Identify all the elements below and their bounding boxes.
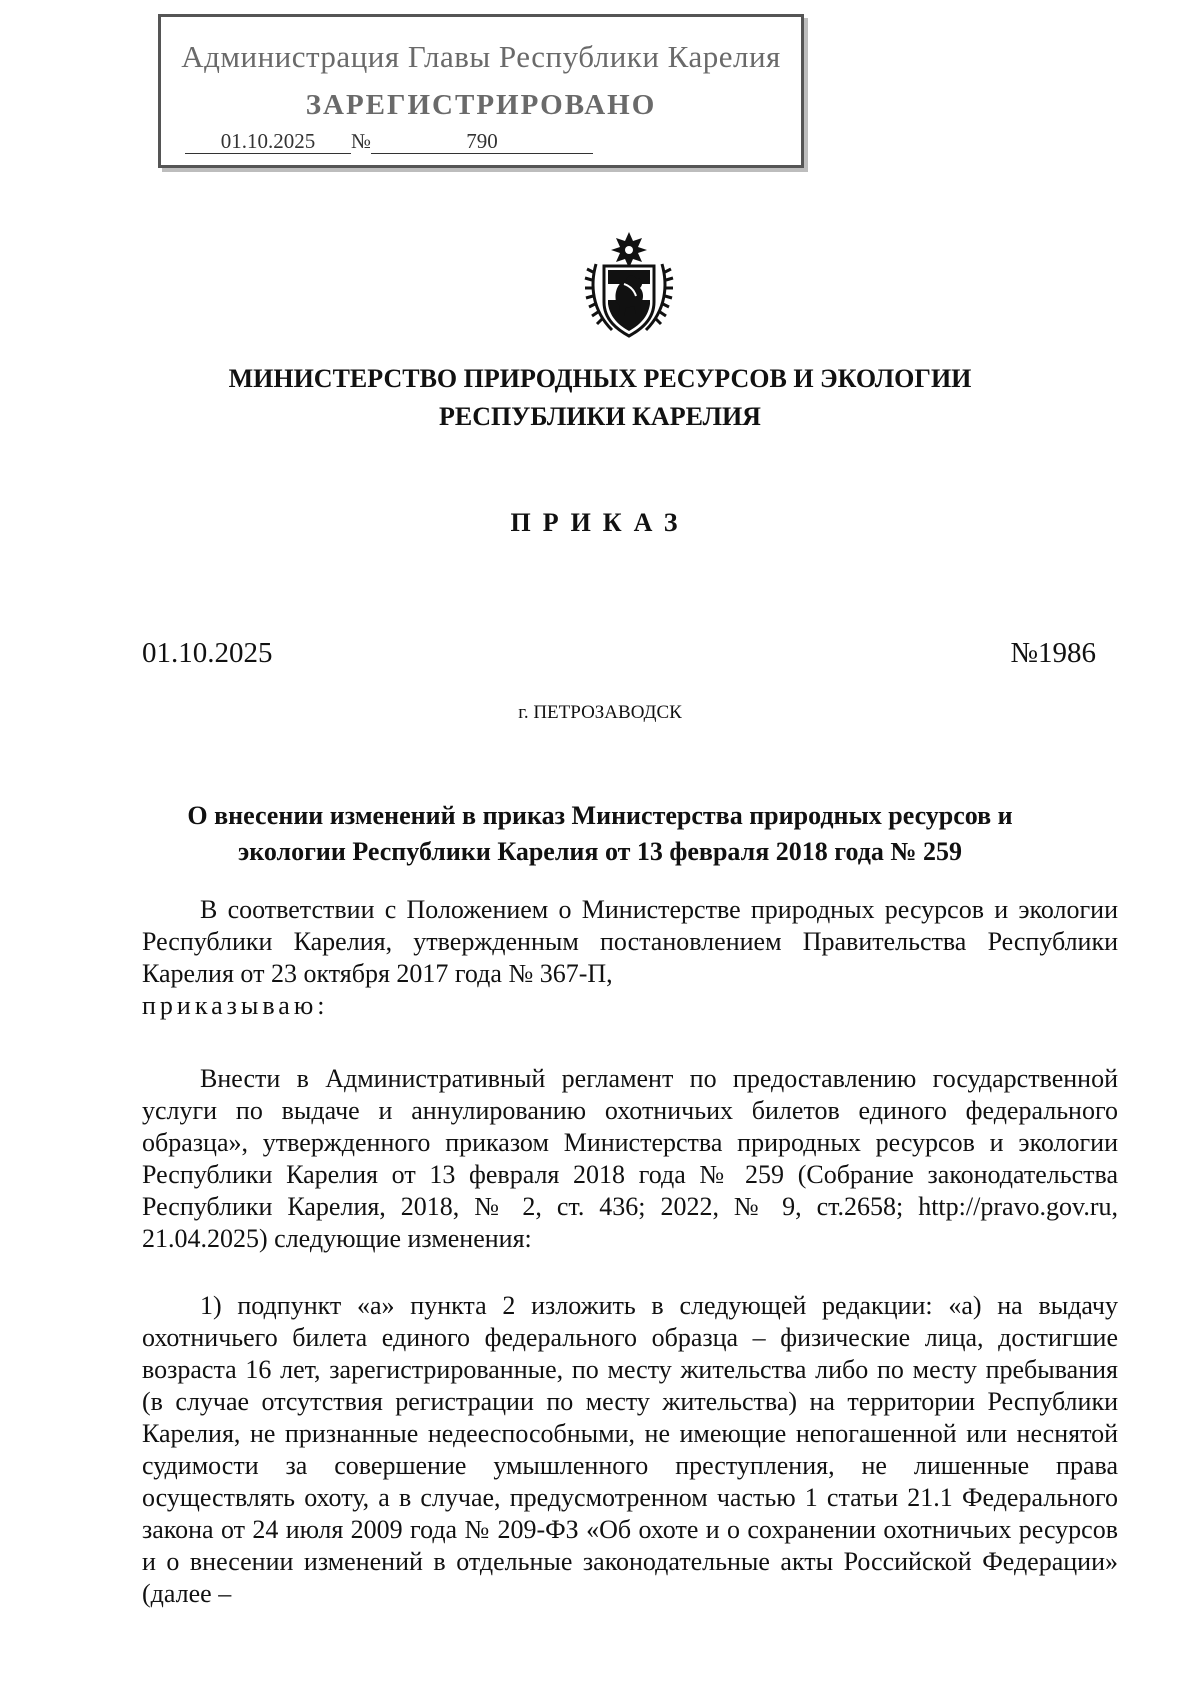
coat-of-arms-icon xyxy=(584,230,674,342)
subject-line-2: экологии Республики Карелия от 13 февраля 2018 года № 259 xyxy=(237,837,962,866)
body-paragraph-1: Внести в Административный регламент по предоставлению государственной услуги по выдаче и аннулированию охотничьих билетов единого федерального образца», утвержденного приказом Министерства природных ресурсов и экологии Республики Карелия от 13 февраля 2018 года № 259 (Собрание законодательства Республики Карелия, 2018, № 2, ст. 436; 2022, № 9, ст.2658; http://pravo.gov.ru, 21.04.2025) следующие изменения: xyxy=(142,1064,1118,1253)
document-subject xyxy=(100,798,1100,870)
document-date: 01.10.2025 xyxy=(142,637,273,669)
document-number: №1986 xyxy=(1010,637,1096,669)
document-city: г. ПЕТРОЗАВОДСК xyxy=(518,702,682,723)
stamp-organization: Администрация Главы Республики Карелия xyxy=(181,39,781,74)
stamp-number-sign: № xyxy=(351,129,372,153)
ministry-line-1: МИНИСТЕРСТВО ПРИРОДНЫХ РЕСУРСОВ И ЭКОЛОГИИ xyxy=(228,364,972,393)
stamp-registration-line xyxy=(185,129,593,154)
ministry-header xyxy=(0,360,1200,436)
preamble-paragraph: В соответствии с Положением о Министерстве природных ресурсов и экологии Республики Карелия, утвержденным постановлением Правительства Республики Карелия от 23 октября 2017 года № 367-П, xyxy=(142,895,1118,988)
stamp-date: 01.10.2025 xyxy=(185,129,351,154)
registration-stamp xyxy=(158,14,804,168)
body-paragraph-2: 1) подпункт «а» пункта 2 изложить в следующей редакции: «а) на выдачу охотничьего билета единого федерального образца – физические лица, достигшие возраста 16 лет, зарегистрированные, по месту жительства либо по месту пребывания (в случае отсутствия регистрации по месту жительства) на территории Республики Карелия, не признанные недееспособными, не имеющие непогашенной или неснятой судимости за совершение умышленного преступления, не лишенные права осуществлять охоту, а в случае, предусмотренном частью 1 статьи 21.1 Федерального закона от 24 июля 2009 года № 209-ФЗ «Об охоте и о сохранении охотничьих ресурсов и о внесении изменений в отдельные законодательные акты Российской Федерации» (далее – xyxy=(142,1291,1118,1608)
document-type: ПРИКАЗ xyxy=(510,508,690,537)
paragraph-block-1 xyxy=(142,1063,1118,1255)
preamble-block xyxy=(142,894,1118,1022)
order-word: приказываю: xyxy=(142,991,329,1020)
subject-line-1: О внесении изменений в приказ Министерства природных ресурсов и xyxy=(187,801,1013,830)
paragraph-block-2 xyxy=(142,1290,1118,1610)
ministry-line-2: РЕСПУБЛИКИ КАРЕЛИЯ xyxy=(439,402,761,431)
stamp-number: 790 xyxy=(371,129,593,154)
stamp-status: ЗАРЕГИСТРИРОВАНО xyxy=(305,89,657,121)
